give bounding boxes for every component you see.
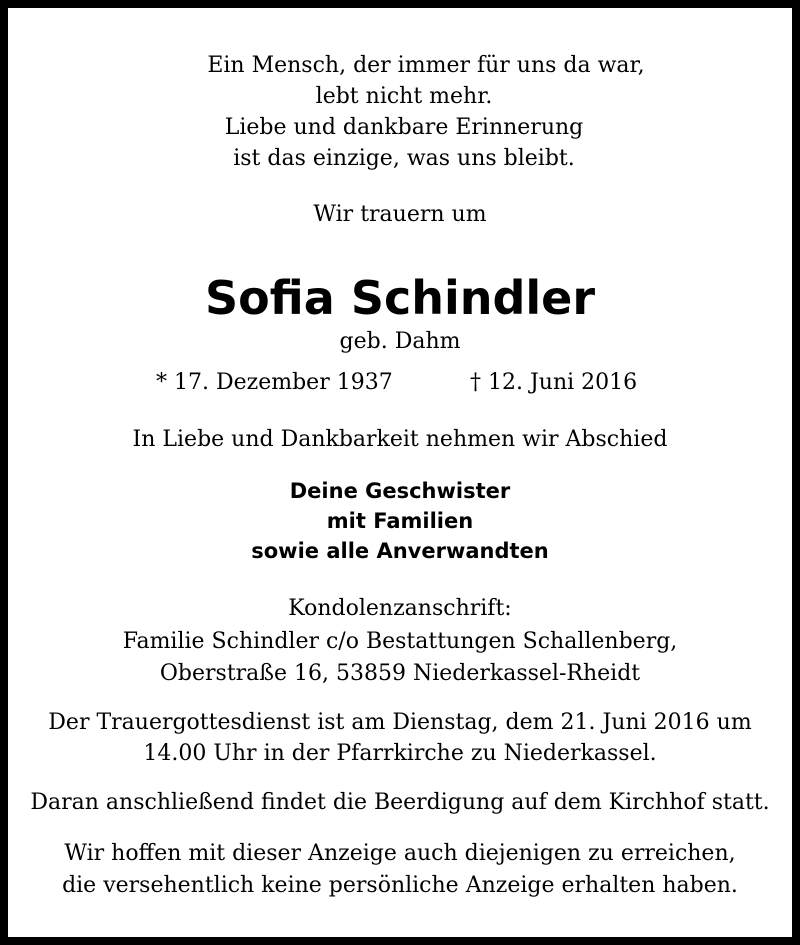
service-line-1: Der Trauergottesdienst ist am Dienstag, dem 21. Juni 2016 um bbox=[48, 710, 752, 735]
note-line-1: Wir hoffen mit dieser Anzeige auch diejenigen zu erreichen, bbox=[64, 841, 736, 866]
poem-line-3: Liebe und dankbare Erinnerung bbox=[224, 115, 584, 140]
poem-line-4: ist das einzige, was uns bleibt. bbox=[233, 146, 575, 171]
birth-date: * 17. Dezember 1937 bbox=[156, 370, 393, 395]
poem-line-1: Ein Mensch, der immer für uns da war, bbox=[207, 53, 645, 78]
condolence-line-1: Familie Schindler c/o Bestattungen Schallenberg, bbox=[122, 629, 678, 654]
service-line-2: 14.00 Uhr in der Pfarrkirche zu Niederkassel. bbox=[143, 741, 657, 766]
mourners-line-3: sowie alle Anverwandten bbox=[251, 539, 549, 563]
burial-text: Daran anschließend findet die Beerdigung auf dem Kirchhof statt. bbox=[30, 790, 770, 815]
farewell-text: In Liebe und Dankbarkeit nehmen wir Abschied bbox=[132, 427, 668, 452]
life-dates bbox=[8, 367, 792, 399]
condolence-line-2: Oberstraße 16, 53859 Niederkassel-Rheidt bbox=[159, 661, 641, 686]
obituary-content bbox=[8, 0, 792, 945]
condolence-label: Kondolenzanschrift: bbox=[288, 596, 512, 621]
birth-name: geb. Dahm bbox=[339, 329, 461, 354]
mourners-line-2: mit Familien bbox=[326, 509, 474, 533]
intro-text: Wir trauern um bbox=[313, 202, 487, 227]
death-date: † 12. Juni 2016 bbox=[470, 370, 638, 395]
poem-line-2: lebt nicht mehr. bbox=[315, 84, 493, 109]
deceased-name: Sofia Schindler bbox=[204, 271, 596, 325]
note-line-2: die versehentlich keine persönliche Anzeige erhalten haben. bbox=[62, 873, 738, 898]
mourners-line-1: Deine Geschwister bbox=[289, 479, 511, 503]
